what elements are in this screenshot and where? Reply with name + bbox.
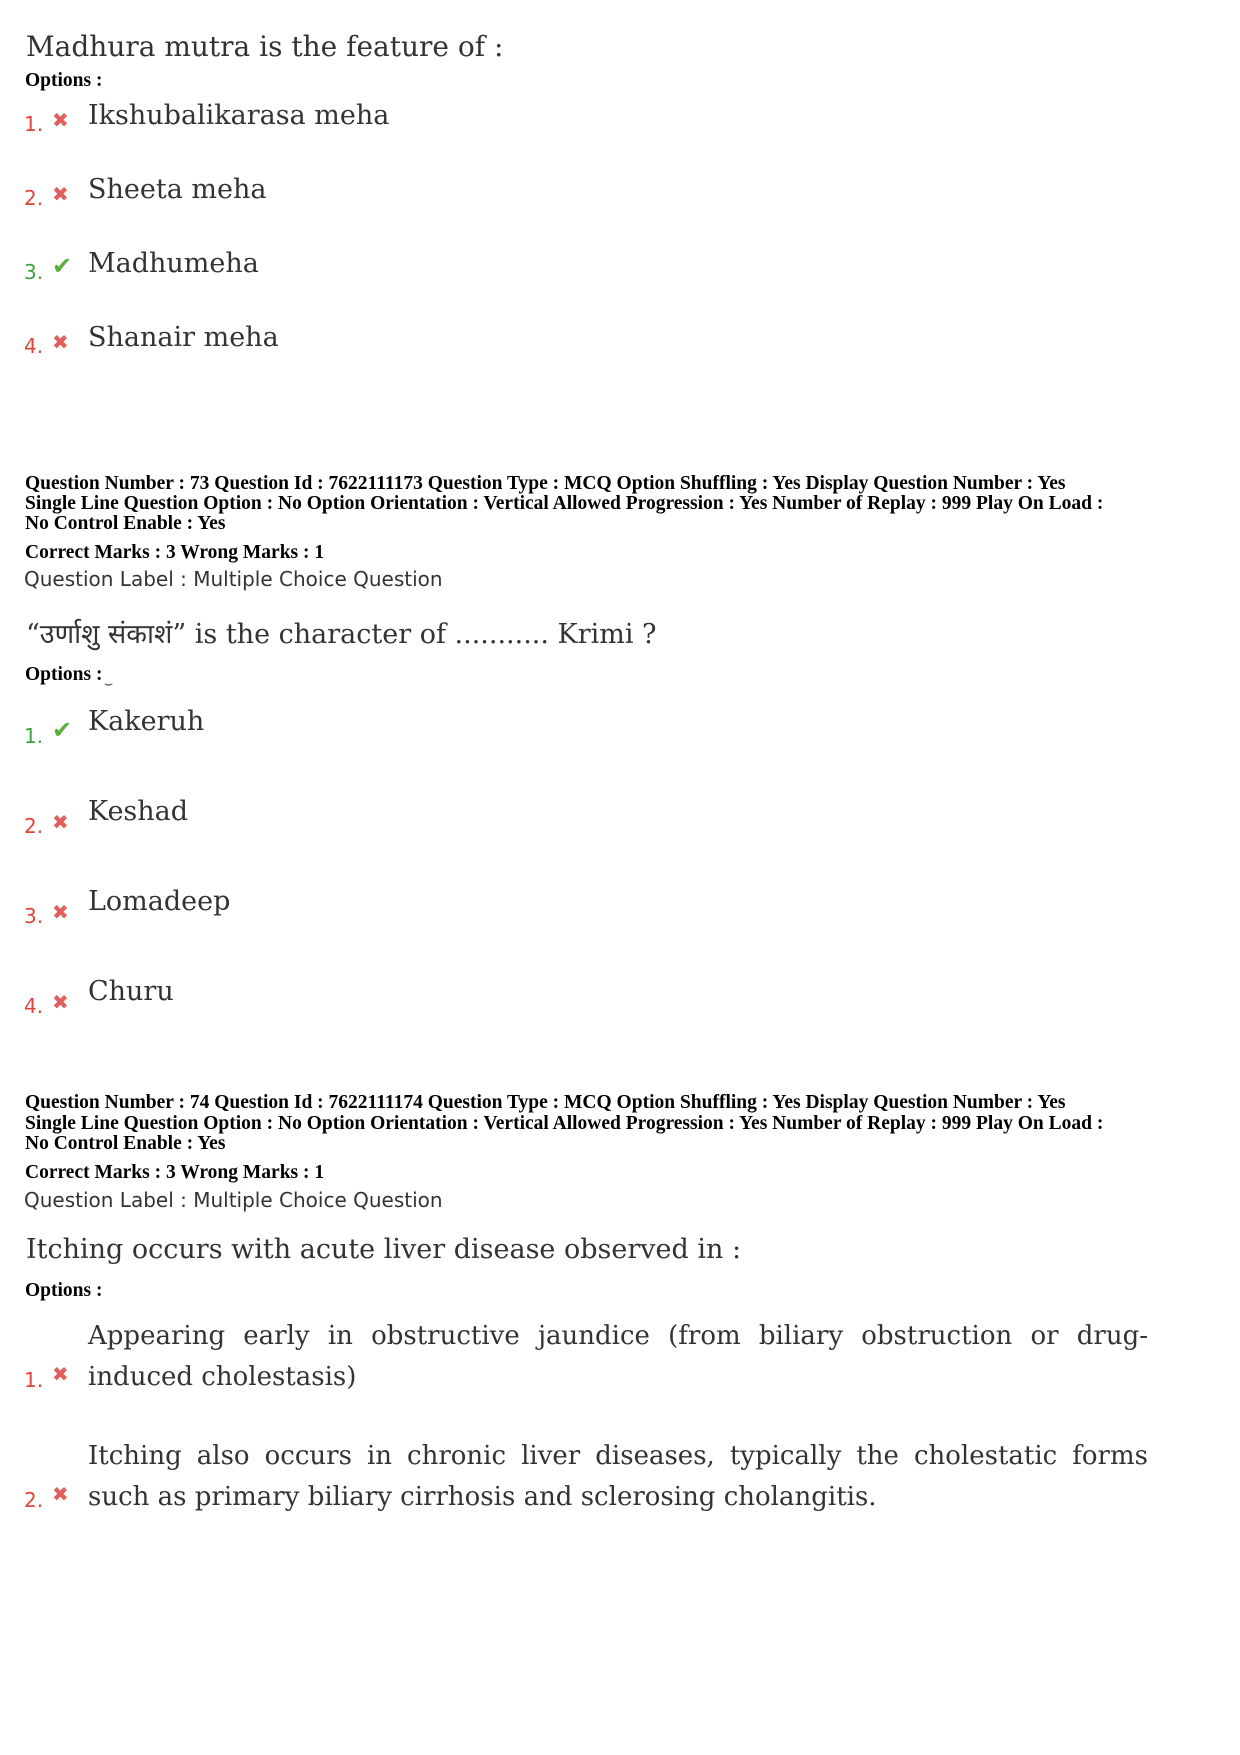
question-marks: Correct Marks : 3 Wrong Marks : 1 <box>25 542 325 563</box>
option-number: 2. <box>24 186 44 210</box>
option-number: 1. <box>24 112 44 136</box>
option-number: 4. <box>24 994 44 1018</box>
question-meta: Question Number : 73 Question Id : 7622111173 Question Type : MCQ Option Shuffling : Yes Display Question Number : Yes <box>25 473 1066 494</box>
check-icon: ✔ <box>52 252 73 280</box>
option-number: 3. <box>24 260 44 284</box>
question-text: Madhura mutra is the feature of : <box>26 30 504 63</box>
question-meta: No Control Enable : Yes <box>25 513 226 534</box>
check-icon: ✔ <box>52 716 73 744</box>
question-label: Question Label : Multiple Choice Question <box>24 1188 443 1212</box>
question-text: “उर्णाशु संकाशं” is the character of ........... Krimi ? <box>26 619 657 650</box>
option-text: Shanair meha <box>88 322 279 353</box>
option-text: Churu <box>88 976 174 1007</box>
option-number: 1. <box>24 724 44 748</box>
option-number: 4. <box>24 334 44 358</box>
question-label: Question Label : Multiple Choice Question <box>24 567 443 591</box>
option-text: Kakeruh <box>88 706 205 737</box>
question-marks: Correct Marks : 3 Wrong Marks : 1 <box>25 1162 325 1183</box>
option-number: 3. <box>24 904 44 928</box>
question-meta: Single Line Question Option : No Option Orientation : Vertical Allowed Progression : Yes Number of Replay : 999 Play On Load : <box>25 1113 1104 1134</box>
tilde-mark: ⌣ <box>104 676 114 692</box>
option-text: Sheeta meha <box>88 174 267 205</box>
option-text: Madhumeha <box>88 248 259 279</box>
options-label: Options : <box>25 1280 103 1301</box>
cross-icon: ✖ <box>52 810 69 834</box>
option-number: 2. <box>24 814 44 838</box>
option-number: 2. <box>24 1488 44 1512</box>
option-number: 1. <box>24 1368 44 1392</box>
question-meta: Single Line Question Option : No Option Orientation : Vertical Allowed Progression : Yes Number of Replay : 999 Play On Load : <box>25 493 1104 514</box>
question-meta: No Control Enable : Yes <box>25 1133 226 1154</box>
cross-icon: ✖ <box>52 990 69 1014</box>
cross-icon: ✖ <box>52 330 69 354</box>
cross-icon: ✖ <box>52 182 69 206</box>
question-text: Itching occurs with acute liver disease observed in : <box>26 1234 742 1265</box>
options-label: Options : <box>25 70 103 91</box>
option-text: Keshad <box>88 796 189 827</box>
cross-icon: ✖ <box>52 1362 69 1386</box>
option-text: Itching also occurs in chronic liver diseases, typically the cholestatic forms such as primary biliary cirrhosis and sclerosing cholangitis. <box>88 1441 1148 1512</box>
options-label: Options : <box>25 664 103 685</box>
cross-icon: ✖ <box>52 1482 69 1506</box>
question-meta: Question Number : 74 Question Id : 7622111174 Question Type : MCQ Option Shuffling : Yes Display Question Number : Yes <box>25 1092 1066 1113</box>
option-text: Appearing early in obstructive jaundice (from biliary obstruction or drug-induced cholestasis) <box>88 1321 1148 1392</box>
cross-icon: ✖ <box>52 900 69 924</box>
cross-icon: ✖ <box>52 108 69 132</box>
option-text: Ikshubalikarasa meha <box>88 100 390 131</box>
option-text: Lomadeep <box>88 886 231 917</box>
